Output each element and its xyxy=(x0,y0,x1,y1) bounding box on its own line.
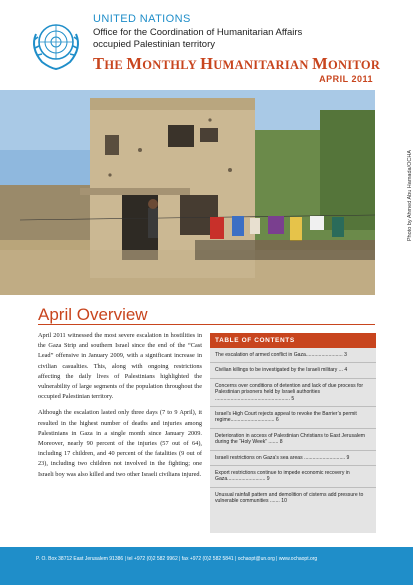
office-line-2: occupied Palestinian territory xyxy=(93,39,215,50)
toc-entry[interactable]: Export restrictions continue to impede economic recovery in Gaza........................... 9 xyxy=(210,466,376,488)
toc-entry[interactable]: Concerns over conditions of detention and lack of due process for Palestinian prisoners held by Israeli authorities ..................................................... 5 xyxy=(210,379,376,407)
damaged-house-photo xyxy=(0,90,375,295)
overview-paragraph-2: Although the escalation lasted only three days (7 to 9 April), it resulted in the highest number of deaths and injuries among Palestinians in Gaza in a single month since January 2009. Moreover, nearly 90 percent of the injuries (57 out of 64), including 17 children, and 40 percent of the fatalities (9 out of 23), including two children not involved in the fighting; one Israeli boy was also killed and two other Israeli civilians injured. xyxy=(38,409,202,478)
issue-month: APRIL 2011 xyxy=(319,74,373,84)
toc-entry[interactable]: Unusual rainfall pattern and demolition of cisterns add pressure to vulnerable communities ....... 10 xyxy=(215,491,364,505)
office-name xyxy=(93,27,353,51)
toc-entry[interactable]: Deterioration in access of Palestinian Christians to East Jerusalem during the “Holy Week” ....... 8 xyxy=(210,429,376,451)
toc-entry[interactable]: Israeli restrictions on Gaza’s sea areas ............................. 9 xyxy=(210,451,376,466)
section-divider xyxy=(38,324,375,325)
table-of-contents xyxy=(210,333,376,533)
contact-info: P. O. Box 38712 East Jerusalem 91386 | tel +972 (0)2 582 9962 | fax +972 (0)2 582 5841 | ochaopt@un.org | www.ochaopt.org xyxy=(36,556,318,562)
toc-title: TABLE OF CONTENTS xyxy=(210,333,376,348)
overview-text xyxy=(38,331,202,486)
cover-photo xyxy=(0,90,375,295)
toc-entry[interactable]: The escalation of armed conflict in Gaza.......................... 3 xyxy=(210,348,376,363)
toc-entry[interactable]: Israel’s High Court rejects appeal to revoke the Barrier’s permit regime............................... 6 xyxy=(210,407,376,429)
report-header xyxy=(0,0,413,92)
publication-title: THE MONTHLY HUMANITARIAN MONITOR xyxy=(93,54,381,73)
photo-credit: Photo by Ahmed Abu Hamada/OCHA xyxy=(407,150,413,242)
section-title: April Overview xyxy=(38,305,148,324)
toc-entry[interactable]: Civilian killings to be investigated by the Israeli military ... 4 xyxy=(210,363,376,378)
contact-footer xyxy=(0,547,413,585)
office-line-1: Office for the Coordination of Humanitarian Affairs xyxy=(93,27,303,38)
org-name: UNITED NATIONS xyxy=(93,13,191,25)
overview-paragraph-1: April 2011 witnessed the most severe escalation in hostilities in the Gaza Strip and southern Israel since the end of the “Cast Lead” offensive in January 2009, with a significant increase in civilian casualties. This, along with ongoing restrictions affecting the daily lives of Palestinians highlighted the vulnerability of large segments of the population throughout the occupied Palestinian territory. xyxy=(38,332,202,401)
un-emblem-icon xyxy=(24,12,88,76)
